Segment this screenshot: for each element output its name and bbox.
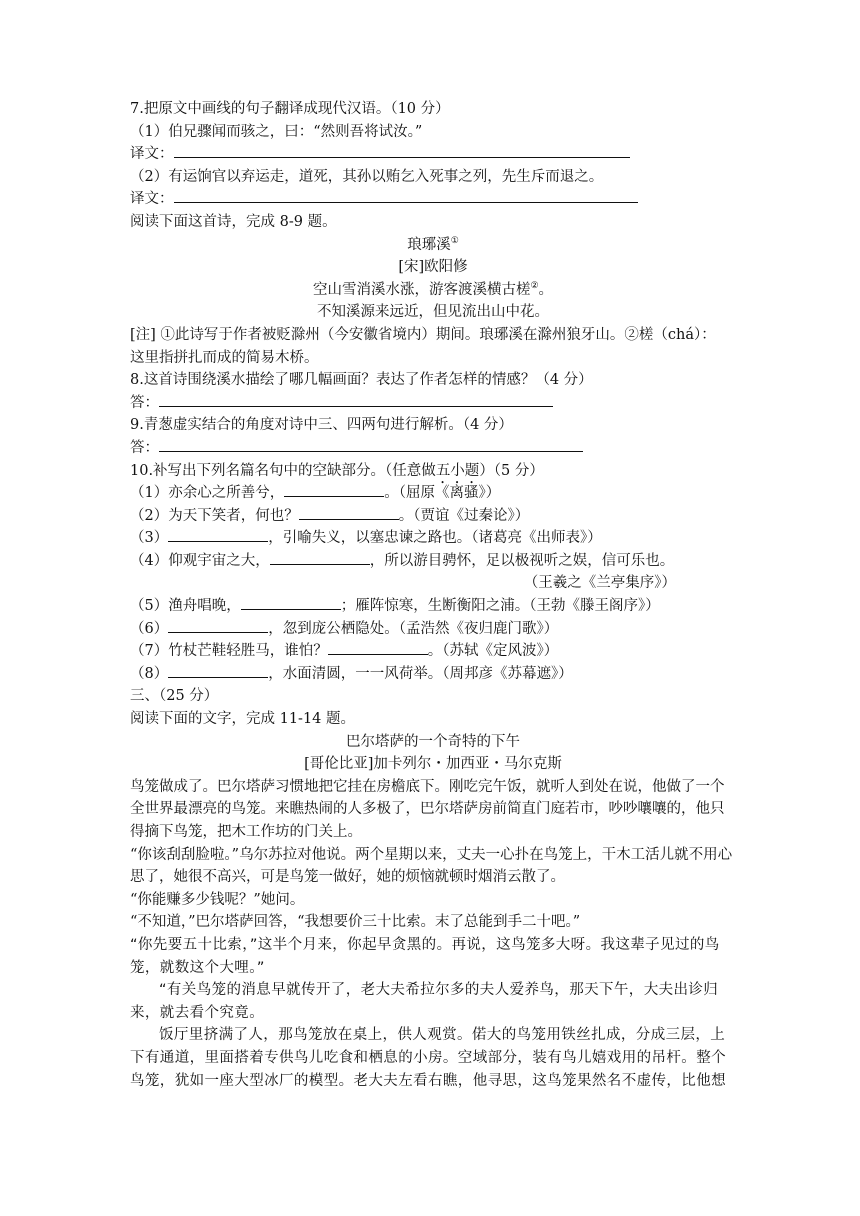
story-intro: 阅读下面的文字，完成 11-14 题。 xyxy=(130,711,356,728)
fill-blank[interactable] xyxy=(168,527,268,542)
poem-title-text: 琅琊溪 xyxy=(407,236,451,253)
item-pre: （5）渔舟唱晚， xyxy=(130,598,241,615)
q8-answer-line xyxy=(130,392,736,415)
poem-note-2: 这里指拼扎而成的简易木桥。 xyxy=(130,349,319,366)
fill-blank[interactable] xyxy=(299,505,399,520)
answer-blank[interactable] xyxy=(159,437,583,452)
q10-title-b: ）（5 分） xyxy=(479,462,544,479)
fill-blank[interactable] xyxy=(328,640,428,655)
q10-item-4-source: （王羲之《兰亭集序》） xyxy=(523,575,676,592)
poem-title xyxy=(130,234,736,257)
poem-line-2: 不知溪源来远近，但见流出山中花。 xyxy=(317,304,549,321)
poem-intro: 阅读下面这首诗，完成 8-9 题。 xyxy=(130,213,337,230)
q9-text: 9.青葱虚实结合的角度对诗中三、四两句进行解析。（4 分） xyxy=(130,417,513,434)
answer-label: 答： xyxy=(130,394,159,411)
exam-page xyxy=(130,98,736,1092)
story-paragraph: “你该刮刮脸啦。”乌尔苏拉对他说。两个星期以来，丈夫一心扑在鸟笼上，干木工活儿就不用心思了，她很不高兴，可是鸟笼一做好，她的烦恼就顿时烟消云散了。 xyxy=(130,846,733,886)
item-post: 。（屈原《离骚》） xyxy=(384,485,501,502)
item-pre: （2）为天下笑者，何也？ xyxy=(130,507,299,524)
fill-blank[interactable] xyxy=(168,663,268,678)
q10-item-2 xyxy=(130,505,736,528)
footnote-mark: ① xyxy=(450,235,459,246)
q7-sentence-1: （1）伯兄骤闻而骇之，曰：“然则吾将试汝。” xyxy=(130,123,423,140)
q10-item-1 xyxy=(130,482,736,505)
item-post: ，忽到庞公栖隐处。（孟浩然《夜归鹿门歌》） xyxy=(268,620,559,637)
poem-line-1-punct: 。 xyxy=(538,281,554,298)
poem-author: [宋]欧阳修 xyxy=(398,259,468,276)
story-paragraph: 鸟笼做成了。巴尔塔萨习惯地把它挂在房檐底下。刚吃完午饭，就听人到处在说，他做了一个全世界最漂亮的鸟笼。来瞧热闹的人多极了，巴尔塔萨房前简直门庭若市，吵吵嚷嚷的，他只得摘下鸟笼，把木工作坊的门关上。 xyxy=(130,778,725,840)
story-paragraph: “你先要五十比索，”这半个月来，你起早贪黑的。再说，这鸟笼多大呀。我这辈子见过的鸟笼，就数这个大哩。” xyxy=(130,936,720,976)
q7-title: 7.把原文中画线的句子翻译成现代汉语。（10 分） xyxy=(130,101,450,117)
story-author: [哥伦比亚]加卡列尔・加西亚・马尔克斯 xyxy=(304,756,562,773)
item-pre: （4）仰观宇宙之大， xyxy=(130,552,270,569)
poem-note-1: [注] ①此诗写于作者被贬滁州（今安徽省境内）期间。琅琊溪在滁州狼牙山。②槎（chá）： xyxy=(130,326,716,343)
fill-blank[interactable] xyxy=(241,595,341,610)
q10-item-4 xyxy=(130,550,736,573)
story-paragraph: “你能赚多少钱呢？”她问。 xyxy=(130,891,305,908)
poem-line-1-text: 空山雪消溪水涨，游客渡溪横古槎 xyxy=(312,281,531,298)
story-paragraph: 饭厅里挤满了人，那鸟笼放在桌上，供人观赏。偌大的鸟笼用铁丝扎成，分成三层，上下有通道，里面搭着专供鸟儿吃食和栖息的小房。空域部分，装有鸟儿嬉戏用的吊杆。整个鸟笼，犹如一座大型冰厂的模型。老大夫左看右瞧，他寻思，这鸟笼果然名不虚传，比他想 xyxy=(130,1027,726,1089)
story-body xyxy=(130,776,736,1092)
item-pre: （1）亦余心之所善兮， xyxy=(130,485,285,502)
item-pre: （7）竹杖芒鞋轻胜马，谁怕？ xyxy=(130,643,328,660)
q9-answer-line xyxy=(130,437,736,460)
footnote-mark: ② xyxy=(530,280,539,291)
q10-title-a: 10.补写出下列名篇名句中的空缺部分。（任意做 xyxy=(130,462,436,479)
answer-blank[interactable] xyxy=(159,392,553,407)
q10-title xyxy=(130,460,736,483)
fill-blank[interactable] xyxy=(284,482,384,497)
q10-item-8 xyxy=(130,663,736,686)
answer-label: 译文： xyxy=(130,191,174,208)
item-post: 。（贾谊《过秦论》） xyxy=(398,507,530,524)
story-paragraph: “不知道，”巴尔塔萨回答，“我想要价三十比索。末了总能到手二十吧。” xyxy=(130,914,581,931)
item-post: ，水面清圆，一一风荷举。（周邦彦《苏幕遮》） xyxy=(268,665,573,682)
q10-item-5 xyxy=(130,595,736,618)
answer-blank[interactable] xyxy=(174,143,630,158)
item-pre: （8） xyxy=(130,665,169,682)
fill-blank[interactable] xyxy=(270,550,370,565)
fill-blank[interactable] xyxy=(168,618,268,633)
item-post: ，所以游目骋怀，足以极视听之娱，信可乐也。 xyxy=(369,552,675,569)
poem-line-1 xyxy=(130,279,736,302)
section-3-heading: 三、（25 分） xyxy=(130,688,219,705)
item-post: ；雁阵惊寒，生断衡阳之浦。（王勃《滕王阁序》） xyxy=(340,598,660,615)
item-pre: （3） xyxy=(130,530,169,547)
item-post: ，引喻失义，以塞忠谏之路也。（诸葛亮《出师表》） xyxy=(268,530,602,547)
item-pre: （6） xyxy=(130,620,169,637)
q7-answer-line-1 xyxy=(130,143,736,166)
q7-answer-line-2 xyxy=(130,188,736,211)
answer-blank[interactable] xyxy=(174,188,638,203)
q10-item-6 xyxy=(130,618,736,641)
item-post: 。（苏轼《定风波》） xyxy=(427,643,559,660)
q8-text: 8.这首诗围绕溪水描绘了哪几幅画面？表达了作者怎样的情感？（4 分） xyxy=(130,372,593,389)
story-title: 巴尔塔萨的一个奇特的下午 xyxy=(346,733,520,750)
story-paragraph: “有关鸟笼的消息早就传开了，老大夫希拉尔多的夫人爱养鸟，那天下午，大夫出诊归来，就去看个究竟。 xyxy=(130,982,719,1021)
q10-item-7 xyxy=(130,640,736,663)
answer-label: 译文： xyxy=(130,146,174,163)
q10-item-3 xyxy=(130,527,736,550)
q10-title-emphasis: 五小题 xyxy=(435,462,480,479)
q7-sentence-2: （2）有运饷官以弃运走，道死，其孙以贿乞入死事之列，先生斥而退之。 xyxy=(130,168,604,185)
answer-label: 答： xyxy=(130,439,159,456)
